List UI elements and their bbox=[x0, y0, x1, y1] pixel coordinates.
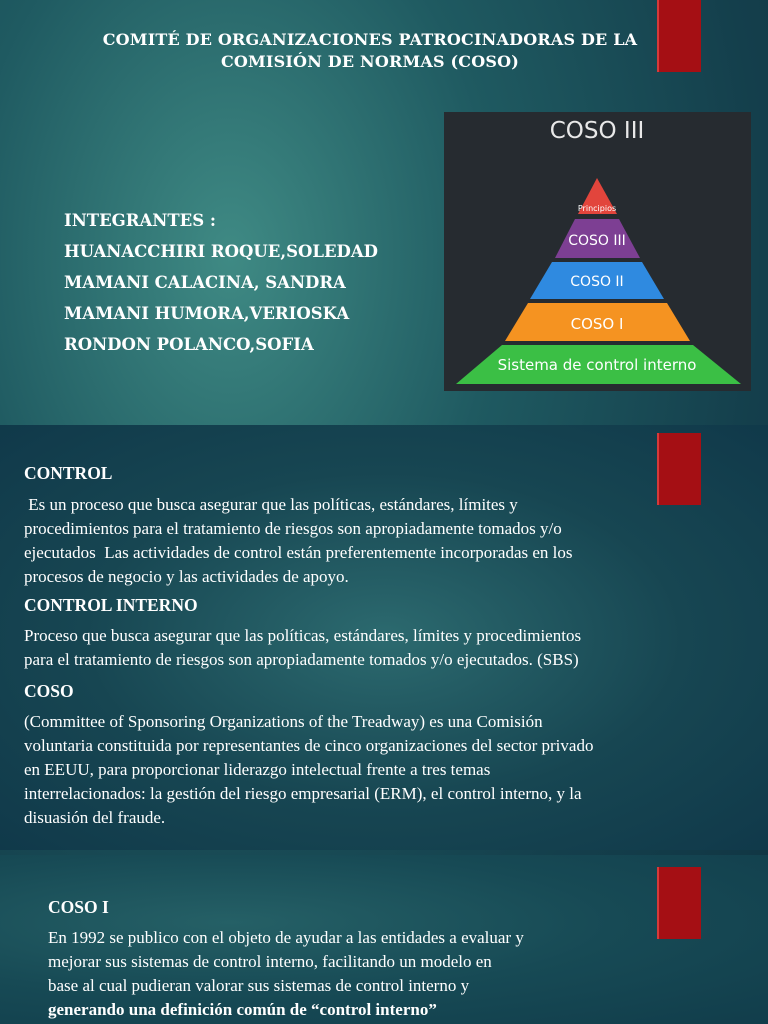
text-line: (Committee of Sponsoring Organizations of the Treadway) es una Comisión bbox=[24, 712, 543, 731]
slide-definitions bbox=[0, 425, 768, 850]
text-line: para el tratamiento de riesgos son apropiadamente tomados y/o ejecutados. (SBS) bbox=[24, 650, 579, 669]
member-item: MAMANI CALACINA, SANDRA bbox=[64, 273, 346, 292]
text-line: ejecutados Las actividades de control están preferentemente incorporadas en los bbox=[24, 543, 573, 562]
slide-coso-i bbox=[0, 855, 768, 1024]
control-paragraph bbox=[24, 493, 664, 589]
coso-heading: COSO bbox=[24, 681, 74, 701]
title-line-1: COMITÉ DE ORGANIZACIONES PATROCINADORAS DE LA bbox=[102, 30, 638, 49]
text-line: generando una definición común de “control interno” bbox=[48, 1000, 437, 1019]
text-line: voluntaria constituida por representantes de cinco organizaciones del sector privado bbox=[24, 736, 594, 755]
red-accent-bar bbox=[657, 867, 701, 939]
pyramid-label: Sistema de control interno bbox=[497, 356, 697, 374]
pyramid-label: Principios bbox=[577, 204, 617, 213]
slide-title bbox=[0, 0, 768, 420]
member-item: RONDON POLANCO,SOFIA bbox=[64, 335, 314, 354]
member-item: HUANACCHIRI ROQUE,SOLEDAD bbox=[64, 242, 378, 261]
pyramid-label: COSO III bbox=[568, 233, 626, 249]
control-interno-paragraph bbox=[24, 624, 664, 672]
pyramid-heading: COSO III bbox=[549, 118, 645, 144]
text-line: Es un proceso que busca asegurar que las políticas, estándares, límites y bbox=[24, 495, 518, 514]
text-line: interrelacionados: la gestión del riesgo empresarial (ERM), el control interno, y la bbox=[24, 784, 582, 803]
coso-pyramid-image bbox=[444, 112, 751, 391]
coso-pyramid-diagram bbox=[444, 112, 751, 391]
control-heading: CONTROL bbox=[24, 463, 113, 483]
slide-title-heading bbox=[60, 29, 680, 73]
title-line-2: COMISIÓN DE NORMAS (COSO) bbox=[220, 52, 520, 71]
member-item: MAMANI HUMORA,VERIOSKA bbox=[64, 304, 350, 323]
coso-i-paragraph bbox=[48, 926, 608, 1022]
text-line: en EEUU, para proporcionar liderazgo intelectual frente a tres temas bbox=[24, 760, 491, 779]
text-line: En 1992 se publico con el objeto de ayudar a las entidades a evaluar y bbox=[48, 928, 524, 947]
pyramid-label: COSO I bbox=[570, 315, 624, 333]
coso-i-heading: COSO I bbox=[48, 897, 109, 917]
text-line: disuasión del fraude. bbox=[24, 808, 166, 827]
pyramid-label: COSO II bbox=[570, 274, 624, 290]
members-heading: INTEGRANTES : bbox=[64, 211, 216, 230]
members-list bbox=[64, 205, 378, 360]
text-line: Proceso que busca asegurar que las políticas, estándares, límites y procedimientos bbox=[24, 626, 582, 645]
coso-paragraph bbox=[24, 710, 664, 830]
text-line: base al cual pudieran valorar sus sistemas de control interno y bbox=[48, 976, 470, 995]
text-line: procesos de negocio y las actividades de apoyo. bbox=[24, 567, 349, 586]
text-line: procedimientos para el tratamiento de riesgos son apropiadamente tomados y/o bbox=[24, 519, 562, 538]
text-line: mejorar sus sistemas de control interno, facilitando un modelo en bbox=[48, 952, 492, 971]
control-interno-heading: CONTROL INTERNO bbox=[24, 595, 198, 615]
